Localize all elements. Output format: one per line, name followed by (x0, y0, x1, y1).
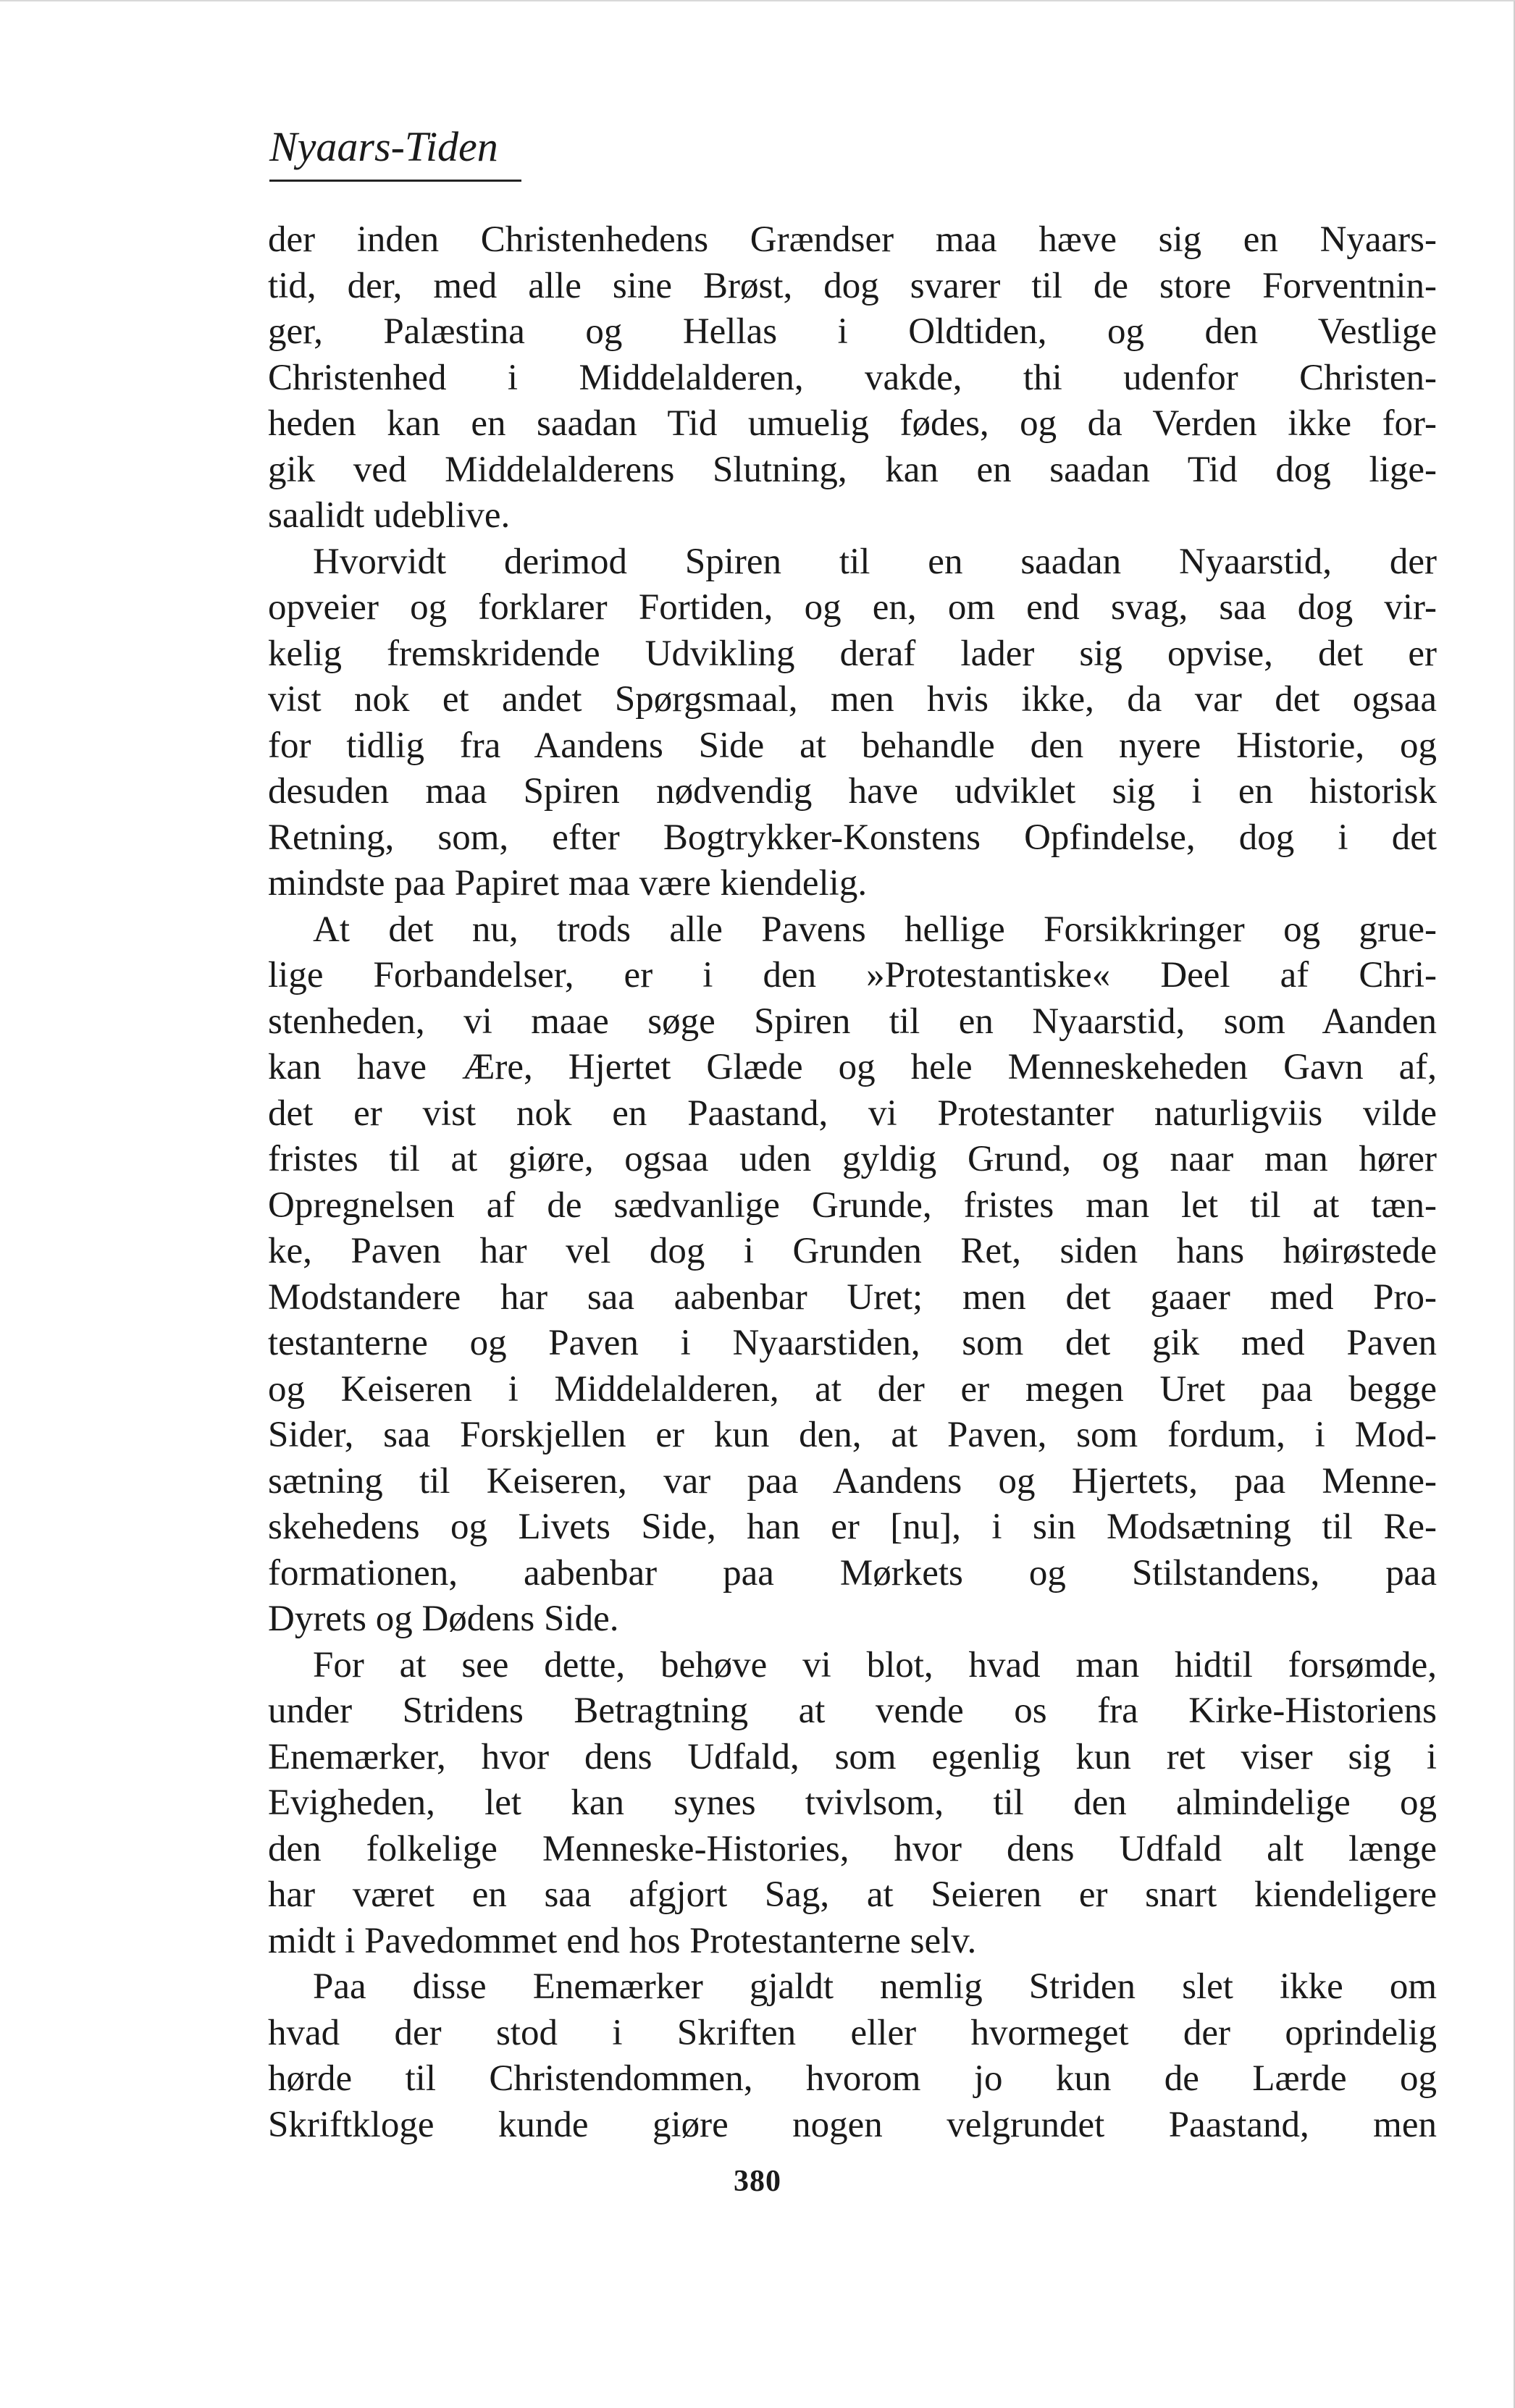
text-line: midt i Pavedommet end hos Protestanterne selv. (268, 1920, 977, 1961)
body-text (268, 217, 1437, 2148)
text-line: Opregnelsen af de sædvanlige Grunde, fristes man let til at tæn- (268, 1184, 1437, 1226)
text-line: skehedens og Livets Side, han er [nu], i sin Modsætning til Re- (268, 1507, 1437, 1547)
text-line: Modstandere har saa aabenbar Uret; men det gaaer med Pro- (268, 1276, 1437, 1318)
text-line: Retning, som, efter Bogtrykker-Konstens Opfindelse, dog i det (268, 817, 1437, 858)
text-line: Dyrets og Dødens Side. (268, 1599, 619, 1639)
running-head-rule (269, 180, 521, 182)
text-line: Hvorvidt derimod Spiren til en saadan Nyaarstid, der (313, 541, 1437, 582)
text-line: ke, Paven har vel dog i Grunden Ret, siden hans høirøstede (268, 1231, 1437, 1271)
text-line: kan have Ære, Hjertet Glæde og hele Menneskeheden Gavn af, (268, 1047, 1437, 1087)
text-line: Skriftkloge kunde giøre nogen velgrundet Paastand, men (268, 2104, 1437, 2145)
text-line: opveier og forklarer Fortiden, og en, om end svag, saa dog vir- (268, 587, 1437, 628)
text-line: vist nok et andet Spørgsmaal, men hvis ikke, da var det ogsaa (268, 679, 1437, 720)
text-line: ger, Palæstina og Hellas i Oldtiden, og den Vestlige (268, 311, 1437, 352)
page-number: 380 (734, 2165, 781, 2198)
text-line: testanterne og Paven i Nyaarstiden, som det gik med Paven (268, 1323, 1437, 1363)
text-line: stenheden, vi maae søge Spiren til en Nyaarstid, som Aanden (268, 1001, 1437, 1042)
text-line: hvad der stod i Skriften eller hvormeget der oprindelig (268, 2012, 1437, 2053)
text-line: mindste paa Papiret maa være kiendelig. (268, 863, 868, 904)
text-line: Sider, saa Forskjellen er kun den, at Paven, som fordum, i Mod- (268, 1415, 1437, 1455)
text-line: At det nu, trods alle Pavens hellige Forsikkringer og grue- (313, 909, 1437, 950)
text-line: for tidlig fra Aandens Side at behandle den nyere Historie, og (268, 725, 1437, 766)
text-line: det er vist nok en Paastand, vi Protestanter naturligviis vilde (268, 1093, 1437, 1134)
text-line: For at see dette, behøve vi blot, hvad man hidtil forsømde, (313, 1644, 1437, 1685)
text-line: gik ved Middelalderens Slutning, kan en saadan Tid dog lige- (268, 449, 1437, 490)
text-line: og Keiseren i Middelalderen, at der er megen Uret paa begge (268, 1368, 1437, 1410)
text-line: Evigheden, let kan synes tvivlsom, til den almindelige og (268, 1782, 1437, 1823)
text-line: under Stridens Betragtning at vende os fra Kirke-Historiens (268, 1691, 1437, 1731)
text-line: Christenhed i Middelalderen, vakde, thi udenfor Christen- (268, 357, 1437, 398)
text-line: kelig fremskridende Udvikling deraf lader sig opvise, det er (268, 633, 1437, 674)
text-line: Paa disse Enemærker gjaldt nemlig Striden slet ikke om (313, 1966, 1437, 2007)
running-head: Nyaars-Tiden (269, 123, 498, 170)
text-line: sætning til Keiseren, var paa Aandens og Hjertets, paa Menne- (268, 1460, 1437, 1502)
text-line: tid, der, med alle sine Brøst, dog svarer til de store Forventnin- (268, 265, 1437, 306)
text-line: har været en saa afgjort Sag, at Seieren er snart kiendeligere (268, 1874, 1437, 1915)
text-line: lige Forbandelser, er i den »Protestantiske« Deel af Chri- (268, 955, 1437, 995)
text-line: Enemærker, hvor dens Udfald, som egenlig kun ret viser sig i (268, 1736, 1437, 1777)
text-line: fristes til at giøre, ogsaa uden gyldig Grund, og naar man hører (268, 1139, 1437, 1179)
text-line: saalidt udeblive. (268, 495, 511, 536)
text-line: der inden Christenhedens Grændser maa hæve sig en Nyaars- (268, 219, 1437, 260)
text-line: hørde til Christendommen, hvorom jo kun de Lærde og (268, 2058, 1437, 2099)
text-line: formationen, aabenbar paa Mørkets og Stilstandens, paa (268, 1552, 1437, 1594)
text-line: desuden maa Spiren nødvendig have udviklet sig i en historisk (268, 771, 1437, 812)
text-line: heden kan en saadan Tid umuelig fødes, og da Verden ikke for- (268, 403, 1437, 444)
text-line: den folkelige Menneske-Histories, hvor dens Udfald alt længe (268, 1828, 1437, 1869)
